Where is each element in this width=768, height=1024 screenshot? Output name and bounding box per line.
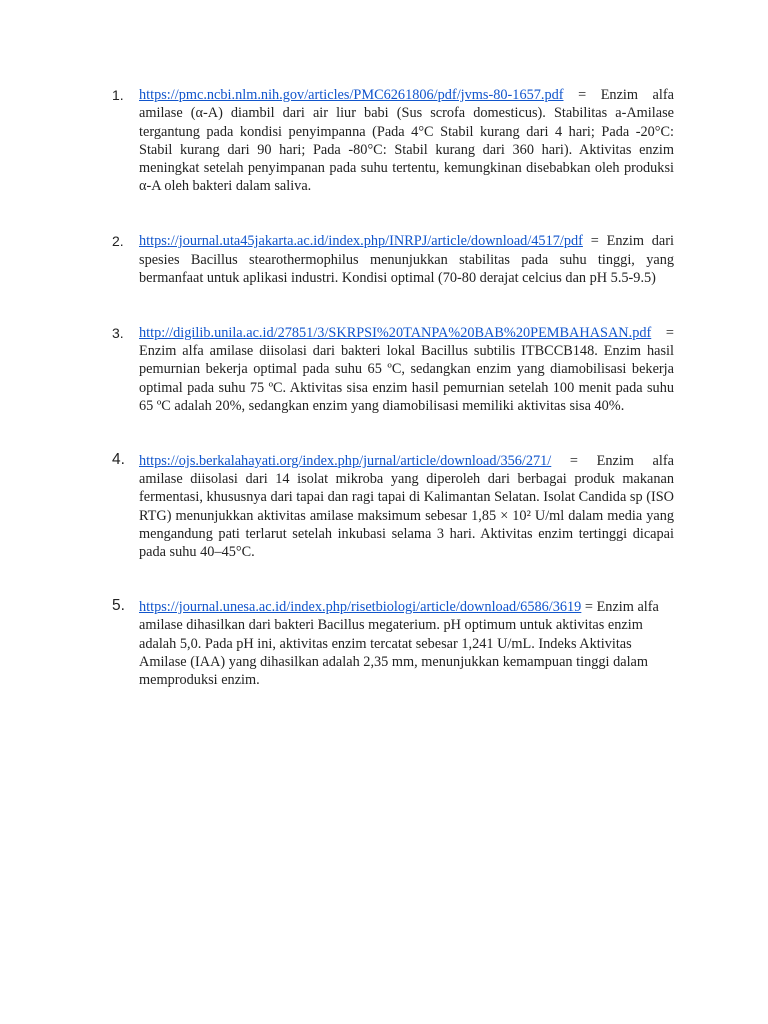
reference-item-5	[112, 598, 674, 689]
reference-number: 2.	[112, 233, 124, 250]
reference-number: 5.	[112, 596, 125, 614]
reference-list	[112, 86, 674, 689]
reference-separator: =	[551, 452, 597, 469]
reference-number: 1.	[112, 87, 124, 103]
reference-number: 4.	[112, 450, 125, 468]
reference-item-4	[112, 452, 674, 562]
reference-link-4[interactable]: https://ojs.berkalahayati.org/index.php/jurnal/article/download/356/271/	[139, 452, 552, 469]
reference-separator: =	[582, 233, 607, 250]
reference-item-3	[112, 324, 674, 415]
reference-item-2	[112, 232, 674, 287]
reference-summary-3: Enzim alfa amilase diisolasi dari bakteri lokal Bacillus subtilis ITBCCB148. Enzim hasil pemurnian bekerja optimal pada suhu 65 ºC, sedangkan enzim yang diamobilisasi bekerja optimal pada suhu 75 ºC. Aktivitas sisa enzim hasil pemurnian setelah 100 menit pada suhu 65 ºC adalah 20%, sedangkan enzim yang diamobilisasi memiliki aktivitas sisa 40%.	[139, 342, 674, 414]
reference-number: 3.	[112, 324, 124, 341]
reference-separator: =	[651, 324, 674, 341]
reference-separator: =	[563, 87, 601, 103]
reference-summary-1: Enzim alfa amilase (α-A) diambil dari air liur babi (Sus scrofa domesticus). Stabilitas a-Amilase tergantung pada kondisi penyimpanna (Pada 4°C Stabil kurang dari 4 hari; Pada -20°C: Stabil kurang dari 90 hari; Pada -80°C: Stabil kurang dari 360 hari). Aktivitas enzim meningkat setelah penyimpanan pada suhu tertentu, kemungkinan disebabkan oleh produksi α-A oleh bakteri dalam saliva.	[139, 87, 674, 195]
reference-link-5[interactable]: https://journal.unesa.ac.id/index.php/risetbiologi/article/download/6586/3619	[139, 598, 582, 615]
reference-link-3[interactable]: http://digilib.unila.ac.id/27851/3/SKRPSI%20TANPA%20BAB%20PEMBAHASAN.pdf	[139, 324, 652, 341]
reference-item-1	[112, 86, 674, 196]
reference-summary-4: Enzim alfa amilase diisolasi dari 14 isolat mikroba yang diperoleh dari berbagai produk makanan fermentasi, khususnya dari tapai dan ragi tapai di Kalimantan Selatan. Isolat Candida sp (ISO RTG) menunjukkan aktivitas amilase maksimum sebesar 1,85 × 10² U/ml dalam media yang mengandung pati terlarut setelah inkubasi selama 3 hari. Aktivitas enzim tertinggi dicapai pada suhu 40–45°C.	[139, 452, 674, 561]
reference-link-2[interactable]: https://journal.uta45jakarta.ac.id/index.php/INRPJ/article/download/4517/pdf	[139, 233, 583, 250]
reference-separator: =	[581, 598, 597, 615]
reference-link-1[interactable]: https://pmc.ncbi.nlm.nih.gov/articles/PMC6261806/pdf/jvms-80-1657.pdf	[139, 87, 564, 103]
reference-summary-5: Enzim alfa amilase dihasilkan dari bakteri Bacillus megaterium. pH optimum untuk aktivitas enzim adalah 5,0. Pada pH ini, aktivitas enzim tercatat sebesar 1,241 U/mL. Indeks Aktivitas Amilase (IAA) yang dihasilkan adalah 2,35 mm, menunjukkan kemampuan tinggi dalam memproduksi enzim.	[139, 598, 659, 689]
reference-summary-2: Enzim dari spesies Bacillus stearothermophilus menunjukkan stabilitas pada suhu tinggi, yang bermanfaat untuk aplikasi industri. Kondisi optimal (70-80 derajat celcius dan pH 5.5-9.5)	[139, 233, 674, 286]
